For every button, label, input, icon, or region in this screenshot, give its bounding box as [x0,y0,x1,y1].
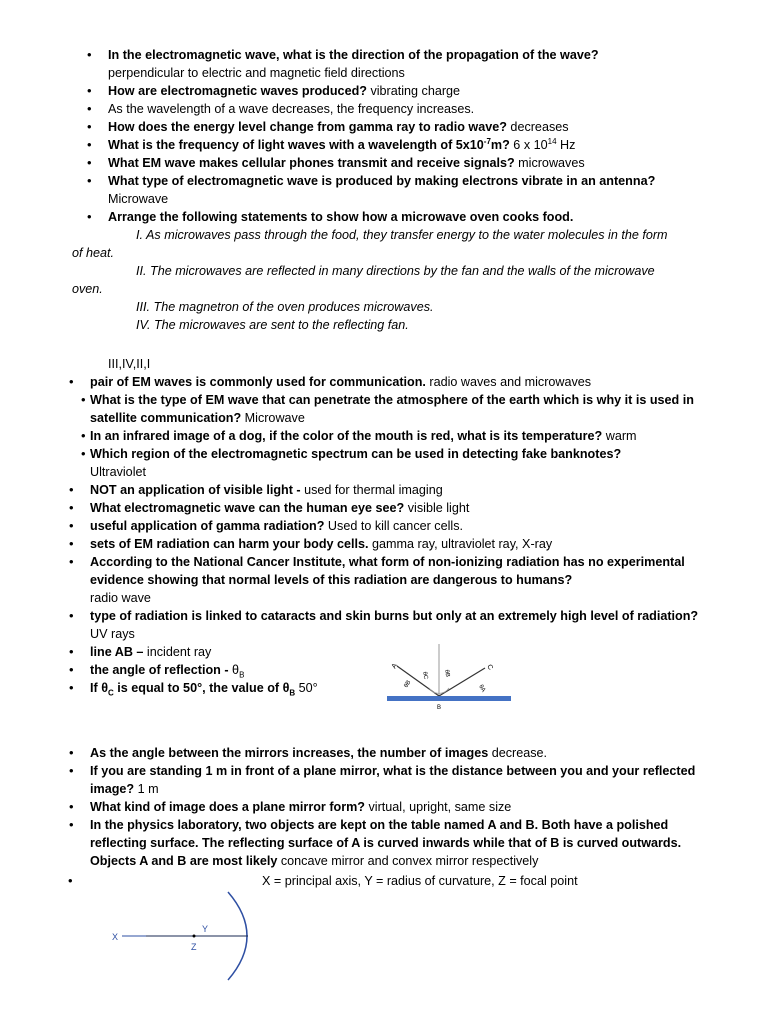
answer-text: warm [602,429,637,443]
question-text: useful application of gamma radiation? [90,519,325,533]
answer-text: decreases [506,120,569,134]
list-item [108,136,748,154]
question-text: According to the National Cancer Institute, what form of non-ionizing radiation has no experimental evidence showing that normal levels of this radiation are dangerous to humans? [90,555,685,587]
list-item [90,445,710,481]
answer-text: 6 x 10 [509,138,548,152]
answer-text: Used to kill cancer cells. [324,519,464,533]
answer-text: vibrating charge [366,84,461,98]
subscript: B [289,688,296,698]
question-text: As the angle between the mirrors increases, the number of images [90,746,489,760]
label-y: Y [202,924,209,934]
question-text: In an infrared image of a dog, if the color of the mouth is red, what is its temperature? [90,429,603,443]
list-item [90,517,710,535]
label-z: Z [191,942,197,952]
list-item [90,535,710,553]
question-text: What is the type of EM wave that can penetrate the atmosphere of the earth which is why it is used in satellite communication? [90,393,694,425]
list-item [90,798,718,816]
label-theta-c: θC [421,671,429,680]
question-text: pair of EM waves is commonly used for communication. [90,375,426,389]
question-text: Which region of the electromagnetic spectrum can be used in detecting fake banknotes? [90,447,622,461]
list-item [90,499,710,517]
list-item [108,172,748,208]
list-item [90,744,718,762]
answer-text: Hz [556,138,576,152]
list-item [90,816,718,870]
question-text: Arrange the following statements to show how a microwave oven cooks food. [108,210,574,224]
question-text: In the electromagnetic wave, what is the direction of the propagation of the wave? [108,48,599,62]
question-text: How does the energy level change from gamma ray to radio wave? [108,120,507,134]
answer-text: Microwave [241,411,305,425]
subscript: C [108,688,114,698]
answer-text: 1 m [134,782,159,796]
statement: I. As microwaves pass through the food, they transfer energy to the water molecules in the form [136,228,668,242]
label-theta-b-top: θB [443,669,451,678]
answer-text: decrease. [488,746,548,760]
label-b: B [437,705,442,711]
order-answer: III,IV,II,I [108,357,151,371]
list-item [90,391,710,427]
question-text: sets of EM radiation can harm your body cells. [90,537,369,551]
question-list-mirrors [90,744,718,870]
answer-text: perpendicular to electric and magnetic field directions [108,66,405,80]
question-part: m? [490,138,510,152]
answer-text: virtual, upright, same size [365,800,512,814]
list-item [108,46,748,82]
question-text: What kind of image does a plane mirror form? [90,800,366,814]
label-c: C [485,663,494,672]
statement: II. The microwaves are reflected in many directions by the fan and the walls of the microwave [136,264,655,278]
focal-point-marker [193,935,196,938]
list-item [108,118,748,136]
list-item [108,100,748,118]
answer-text: UV rays [90,627,135,641]
bullet-marker: • [68,873,73,888]
superscript: 14 [547,136,557,146]
question-part: is equal to 50°, the value of θ [113,681,290,695]
question-text [90,681,296,698]
mirror-labels-answer: X = principal axis, Y = radius of curvature, Z = focal point [262,874,578,888]
answer-text: Ultraviolet [90,465,146,479]
mirror-surface [387,696,511,701]
answer-text: 50° [295,681,318,695]
list-item [72,208,748,334]
answer-text: radio wave [90,591,151,605]
answer-text: concave mirror and convex mirror respectively [277,854,539,868]
question-text: What type of electromagnetic wave is produced by making electrons vibrate in an antenna? [108,174,656,188]
answer-text: used for thermal imaging [300,483,443,497]
question-text: How are electromagnetic waves produced? [108,84,367,98]
label-x: X [112,932,119,942]
answer-text: θ [228,663,240,677]
list-item [90,427,710,445]
answer-text: visible light [404,501,470,515]
answer-text: microwaves [514,156,585,170]
reflection-diagram [383,636,513,722]
answer-text: radio waves and microwaves [425,375,592,389]
concave-mirror-diagram [106,890,256,982]
label-theta-a: θA [477,684,487,694]
statement: III. The magnetron of the oven produces microwaves. [136,300,434,314]
question-text: If you are standing 1 m in front of a plane mirror, what is the distance between you and your reflected image? [90,764,696,796]
question-text: What EM wave makes cellular phones transmit and receive signals? [108,156,515,170]
label-theta-b: θB [403,679,413,689]
question-text: line AB – [90,645,144,659]
statement: of heat. [72,246,115,260]
question-text: type of radiation is linked to cataracts and skin burns but only at an extremely high level of radiation? [90,609,699,623]
question-part: What is the frequency of light waves with a wavelength of 5x10 [108,138,484,152]
list-item [90,762,718,798]
question-text [108,138,510,152]
list-item [90,481,710,499]
list-item [90,373,710,391]
answer-text: incident ray [143,645,212,659]
list-item [108,82,748,100]
answer-text: As the wavelength of a wave decreases, the frequency increases. [108,102,475,116]
label-a: A [390,662,400,670]
question-text: In the physics laboratory, two objects are kept on the table named A and B. Both have a polished reflecting surface. The reflecting surface of A is curved inwards while that of B is curved outwards. Objects A and B are most likely [90,818,682,868]
list-item [90,553,710,607]
statement: IV. The microwaves are sent to the reflecting fan. [136,318,409,332]
answer-text: Microwave [108,192,169,206]
question-list-em-waves [72,46,748,334]
statement-list [72,226,752,334]
list-item [108,154,748,172]
question-text: What electromagnetic wave can the human eye see? [90,501,405,515]
question-text: the angle of reflection - [90,663,229,677]
question-text: NOT an application of visible light - [90,483,301,497]
question-part: If θ [90,681,108,695]
statement: oven. [72,282,103,296]
superscript: -7 [483,136,491,146]
answer-text: gamma ray, ultraviolet ray, X-ray [368,537,553,551]
subscript: B [239,670,245,680]
